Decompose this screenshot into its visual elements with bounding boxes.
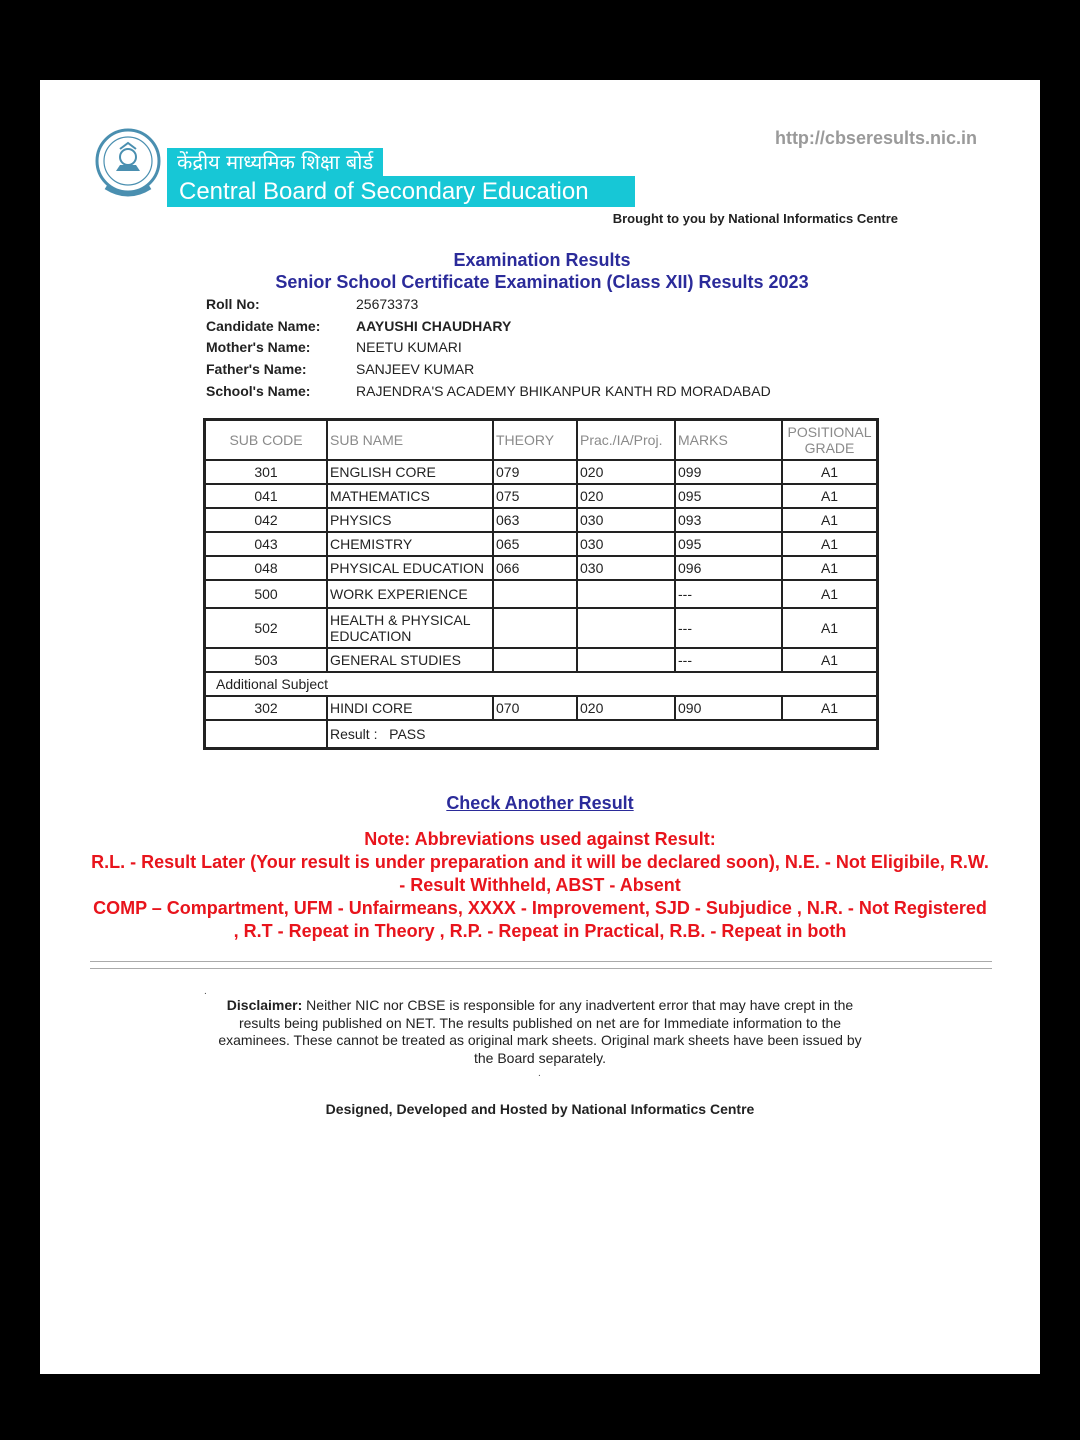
candidate-name-value: AAYUSHI CHAUDHARY: [356, 317, 512, 334]
prac-cell: [577, 580, 675, 608]
marks-cell: 090: [675, 696, 782, 720]
prac-cell: [577, 648, 675, 672]
footer-credit: Designed, Developed and Hosted by National Informatics Centre: [325, 1101, 755, 1117]
prac-cell: 030: [577, 532, 675, 556]
prac-cell: [577, 608, 675, 648]
theory-cell: 070: [493, 696, 577, 720]
father-name-value: SANJEEV KUMAR: [356, 361, 475, 378]
mother-name-row: [206, 337, 771, 359]
father-name-label: Father's Name:: [206, 361, 307, 378]
note-title: Note: Abbreviations used against Result:: [364, 829, 716, 849]
dot-mark: .: [538, 1068, 541, 1079]
prac-cell: 020: [577, 460, 675, 484]
sub-name-cell: ENGLISH CORE: [327, 460, 493, 484]
header-sub-code: SUB CODE: [205, 420, 327, 460]
grade-cell: A1: [782, 696, 877, 720]
theory-cell: 075: [493, 484, 577, 508]
exam-title: Examination Results: [453, 250, 631, 270]
sub-code-cell: 042: [205, 508, 327, 532]
sub-code-cell: 301: [205, 460, 327, 484]
abbreviation-note: [90, 828, 990, 943]
table-row: [205, 648, 877, 672]
marks-cell: 095: [675, 532, 782, 556]
grade-cell: A1: [782, 460, 877, 484]
table-row: [205, 532, 877, 556]
marks-cell: ---: [675, 648, 782, 672]
table-row: [205, 696, 877, 720]
additional-subject-label: Additional Subject: [205, 672, 877, 696]
divider-bottom: [90, 968, 992, 969]
header-positional-grade: POSITIONAL GRADE: [782, 420, 877, 460]
mother-name-value: NEETU KUMARI: [356, 339, 462, 356]
prac-cell: 030: [577, 556, 675, 580]
sub-code-cell: 302: [205, 696, 327, 720]
table-header-row: [205, 420, 877, 460]
theory-cell: 065: [493, 532, 577, 556]
note-line-2: COMP – Compartment, UFM - Unfairmeans, XXXX - Improvement, SJD - Subjudice , N.R. - Not Registered , R.T - Repeat in Theory , R.P. - Repeat in Practical, R.B. - Repeat in both: [93, 898, 987, 941]
roll-no-value: 25673373: [356, 296, 419, 312]
cbse-emblem-icon: [94, 127, 162, 203]
father-name-row: [206, 359, 771, 381]
english-board-title: Central Board of Secondary Education: [167, 176, 635, 207]
result-value: PASS: [389, 726, 426, 742]
candidate-name-row: [206, 316, 771, 338]
exam-subtitle: Senior School Certificate Examination (Class XII) Results 2023: [275, 272, 809, 292]
table-row: [205, 484, 877, 508]
school-name-label: School's Name:: [206, 382, 311, 399]
table-row: [205, 580, 877, 608]
candidate-info: [206, 294, 771, 402]
header-theory: THEORY: [493, 420, 577, 460]
sub-name-cell: HINDI CORE: [327, 696, 493, 720]
divider-top: [90, 961, 992, 962]
school-name-row: [206, 381, 771, 403]
sub-name-cell: HEALTH & PHYSICAL EDUCATION: [327, 608, 493, 648]
sub-name-cell: WORK EXPERIENCE: [327, 580, 493, 608]
prac-cell: 020: [577, 696, 675, 720]
sub-code-cell: 500: [205, 580, 327, 608]
result-cell: [327, 720, 877, 748]
grade-cell: A1: [782, 580, 877, 608]
marks-table: [203, 418, 879, 750]
prac-cell: 030: [577, 508, 675, 532]
marks-cell: 093: [675, 508, 782, 532]
marks-cell: 095: [675, 484, 782, 508]
header-marks: MARKS: [675, 420, 782, 460]
theory-cell: 079: [493, 460, 577, 484]
roll-no-row: [206, 294, 771, 316]
result-label: Result :: [330, 726, 378, 742]
grade-cell: A1: [782, 648, 877, 672]
mother-name-label: Mother's Name:: [206, 339, 311, 356]
result-row: [205, 720, 877, 748]
candidate-name-label: Candidate Name:: [206, 317, 321, 334]
grade-cell: A1: [782, 556, 877, 580]
sub-name-cell: GENERAL STUDIES: [327, 648, 493, 672]
check-another-result-link[interactable]: Check Another Result: [446, 793, 634, 813]
table-row: [205, 556, 877, 580]
theory-cell: [493, 648, 577, 672]
dot-mark: .: [204, 986, 207, 997]
hindi-board-title: केंद्रीय माध्यमिक शिक्षा बोर्ड: [167, 148, 383, 176]
table-row: [205, 608, 877, 648]
table-row: [205, 508, 877, 532]
marks-cell: 099: [675, 460, 782, 484]
result-page: [40, 80, 1040, 1374]
sub-name-cell: MATHEMATICS: [327, 484, 493, 508]
brought-by-text: Brought to you by National Informatics Centre: [612, 211, 898, 226]
marks-cell: ---: [675, 580, 782, 608]
sub-code-cell: 043: [205, 532, 327, 556]
sub-code-cell: 041: [205, 484, 327, 508]
sub-code-cell: 502: [205, 608, 327, 648]
grade-cell: A1: [782, 508, 877, 532]
site-url[interactable]: http://cbseresults.nic.in: [774, 128, 977, 148]
sub-name-cell: PHYSICAL EDUCATION: [327, 556, 493, 580]
header-prac: Prac./IA/Proj.: [577, 420, 675, 460]
sub-code-cell: 503: [205, 648, 327, 672]
result-empty-cell: [205, 720, 327, 748]
disclaimer-text: Neither NIC nor CBSE is responsible for any inadvertent error that may have crept in the results being published on NET. The results published on net are for Immediate information to the examinees. These cannot be treated as original mark sheets. Original mark sheets have been issued by the Board separately.: [218, 997, 862, 1066]
marks-cell: 096: [675, 556, 782, 580]
grade-cell: A1: [782, 608, 877, 648]
grade-cell: A1: [782, 484, 877, 508]
theory-cell: 066: [493, 556, 577, 580]
theory-cell: [493, 608, 577, 648]
prac-cell: 020: [577, 484, 675, 508]
roll-no-label: Roll No:: [206, 296, 260, 312]
marks-cell: ---: [675, 608, 782, 648]
school-name-value: RAJENDRA'S ACADEMY BHIKANPUR KANTH RD MORADABAD: [356, 382, 771, 399]
disclaimer: [210, 997, 870, 1067]
note-line-1: R.L. - Result Later (Your result is under preparation and it will be declared soon), N.E. - Not Eligibile, R.W. - Result Withheld, ABST - Absent: [91, 852, 989, 895]
sub-name-cell: PHYSICS: [327, 508, 493, 532]
sub-name-cell: CHEMISTRY: [327, 532, 493, 556]
table-row: [205, 460, 877, 484]
header-sub-name: SUB NAME: [327, 420, 493, 460]
theory-cell: 063: [493, 508, 577, 532]
additional-subject-row: [205, 672, 877, 696]
theory-cell: [493, 580, 577, 608]
disclaimer-label: Disclaimer:: [226, 997, 303, 1013]
grade-cell: A1: [782, 532, 877, 556]
sub-code-cell: 048: [205, 556, 327, 580]
